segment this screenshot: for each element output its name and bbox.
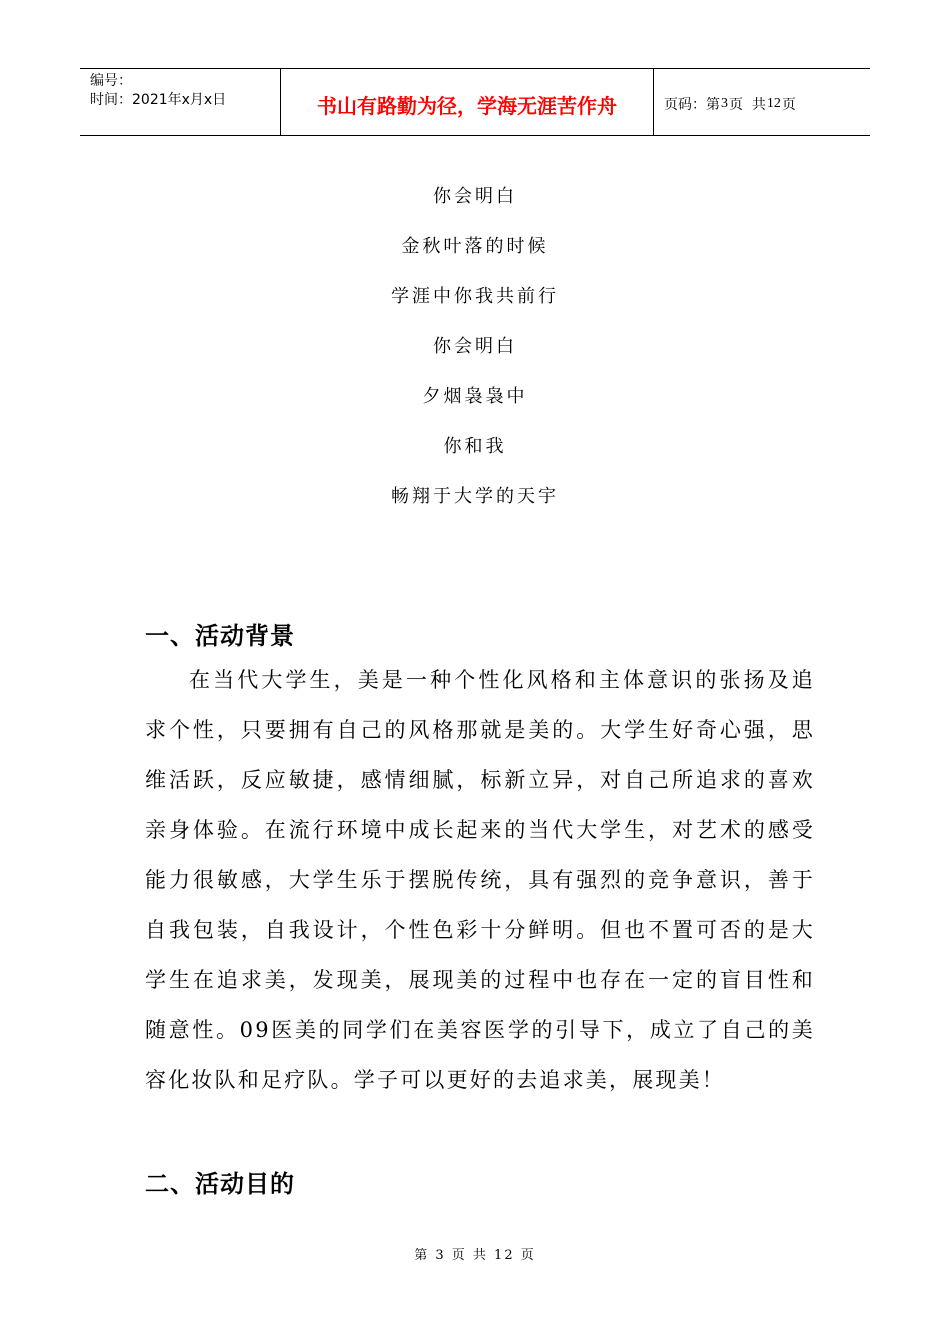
page-footer: 第 3 页 共 12 页 bbox=[414, 1248, 536, 1263]
section-heading-background: 一、活动背景 bbox=[145, 622, 295, 650]
number-label: 编号： bbox=[90, 73, 132, 89]
page-total: 12 bbox=[766, 95, 781, 111]
section-body-background: 在当代大学生，美是一种个性化风格和主体意识的张扬及追求个性，只要拥有自己的风格那就是美的。大学生好奇心强，思维活跃，反应敏捷，感情细腻，标新立异，对自己所追求的喜欢亲身体验。在流行环境中成长起来的当代大学生，对艺术的感受能力很敏感，大学生乐于摆脱传统，具有强烈的竞争意识，善于自我包装，自我设计，个性色彩十分鲜明。但也不置可否的是大学生在追求美，发现美，展现美的过程中也存在一定的盲目性和随意性。09医美的同学们在美容医学的引导下，成立了自己的美容化妆队和足疗队。学子可以更好的去追求美，展现美！ bbox=[145, 668, 815, 1092]
section-heading-purpose: 二、活动目的 bbox=[145, 1170, 295, 1198]
poem-line: 学涯中你我共前行 bbox=[391, 286, 559, 307]
page-label-suffix: 页 bbox=[781, 96, 796, 113]
poem-line: 你和我 bbox=[443, 436, 507, 457]
header-info-cell bbox=[80, 69, 281, 135]
page-label-prefix: 页码：第 bbox=[664, 96, 720, 113]
poem bbox=[0, 180, 950, 530]
page-label-mid: 页 共 bbox=[729, 96, 766, 113]
page-current: 3 bbox=[721, 95, 728, 111]
motto-text: 书山有路勤为径，学海无涯苦作舟 bbox=[317, 93, 617, 118]
header-motto-cell bbox=[281, 69, 654, 135]
document-header bbox=[80, 68, 870, 136]
poem-line: 畅翔于大学的天宇 bbox=[391, 486, 559, 507]
poem-line: 夕烟袅袅中 bbox=[422, 386, 528, 407]
poem-line: 你会明白 bbox=[433, 186, 517, 207]
time-label: 时间：2021年x月x日 bbox=[90, 92, 227, 108]
header-page-cell bbox=[654, 69, 870, 135]
poem-line: 你会明白 bbox=[433, 336, 517, 357]
poem-line: 金秋叶落的时候 bbox=[401, 236, 549, 257]
